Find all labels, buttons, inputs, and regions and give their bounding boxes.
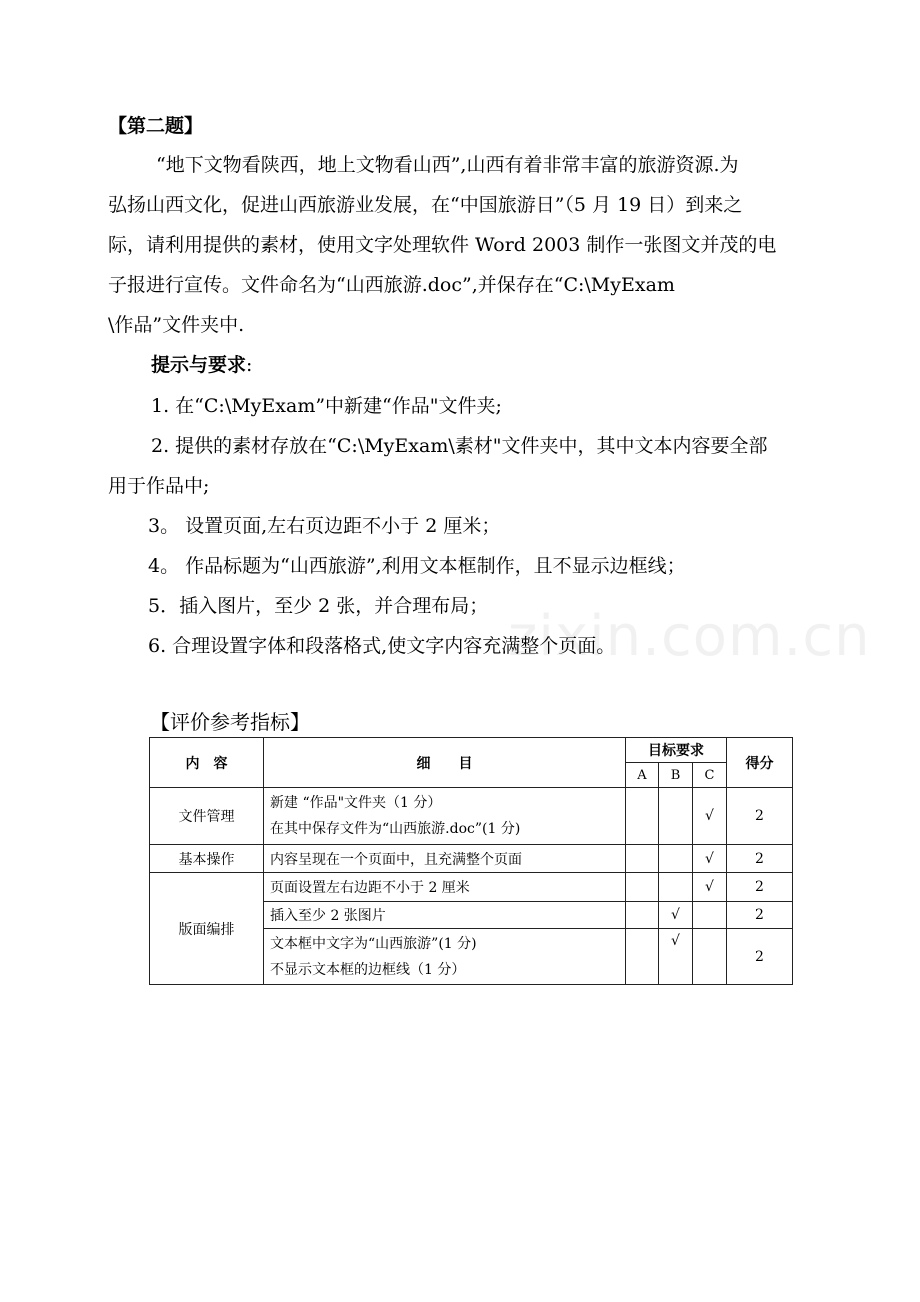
table-row	[150, 873, 793, 902]
row-detail-line: 插入至少 2 张图片	[270, 908, 386, 924]
header-score: 得分	[727, 738, 793, 788]
table-row	[150, 845, 793, 873]
row-grade-a	[626, 788, 659, 845]
watermark: zixin.com.cn	[508, 604, 871, 669]
evaluation-table	[149, 737, 793, 985]
requirement-item: 4。 作品标题为“山西旅游”,利用文本框制作，且不显示边框线；	[148, 555, 686, 577]
eval-title: 【评价参考指标】	[150, 710, 310, 734]
row-grade-a	[626, 929, 659, 985]
requirements-colon: :	[246, 354, 253, 376]
row-detail	[264, 788, 626, 845]
requirement-item: 5．插入图片，至少 2 张，并合理布局；	[148, 595, 489, 617]
requirement-item: 6. 合理设置字体和段落格式,使文字内容充满整个页面。	[148, 635, 616, 657]
row-detail-line: 新建 “作品"文件夹（1 分）	[270, 795, 442, 811]
row-grade-c: √	[693, 788, 727, 845]
requirement-item: 用于作品中;	[108, 475, 210, 497]
header-grade-b: B	[659, 763, 693, 788]
row-detail	[264, 845, 626, 873]
row-grade-b: √	[659, 929, 693, 985]
header-grade-a: A	[626, 763, 659, 788]
row-grade-a	[626, 845, 659, 873]
requirement-item: 2. 提供的素材存放在“C:\MyExam\素材"文件夹中，其中文本内容要全部	[151, 435, 768, 457]
row-grade-b	[659, 873, 693, 902]
row-detail-line: 页面设置左右边距不小于 2 厘米	[270, 880, 470, 896]
task-paragraph-line: 际，请利用提供的素材，使用文字处理软件 Word 2003 制作一张图文并茂的电	[108, 234, 777, 256]
row-grade-c: √	[693, 873, 727, 902]
task-paragraph-line: 子报进行宣传。文件命名为“山西旅游.doc”,并保存在“C:\MyExam	[108, 274, 675, 296]
row-score: 2	[727, 845, 793, 873]
row-grade-b	[659, 845, 693, 873]
header-content: 内 容	[150, 738, 264, 788]
row-grade-c	[693, 929, 727, 985]
row-score: 2	[727, 873, 793, 902]
row-detail-line: 内容呈现在一个页面中，且充满整个页面	[270, 851, 522, 868]
header-grade-c: C	[693, 763, 727, 788]
row-score: 2	[727, 902, 793, 929]
row-score: 2	[727, 929, 793, 985]
task-paragraph-line: \作品”文件夹中.	[108, 314, 245, 336]
row-grade-b: √	[659, 902, 693, 929]
row-category: 基本操作	[150, 845, 264, 873]
requirements-title: 提示与要求	[151, 354, 247, 376]
row-detail-line: 在其中保存文件为“山西旅游.doc”(1 分)	[270, 821, 521, 837]
requirements-heading	[151, 353, 252, 377]
row-detail	[264, 873, 626, 902]
row-score: 2	[727, 788, 793, 845]
row-grade-a	[626, 873, 659, 902]
row-detail	[264, 929, 626, 985]
row-category: 版面编排	[150, 873, 264, 985]
row-detail-line: 不显示文本框的边框线（1 分）	[270, 961, 466, 978]
row-detail-line: 文本框中文字为“山西旅游”(1 分)	[270, 935, 477, 952]
task-paragraph-line: 弘扬山西文化，促进山西旅游业发展，在“中国旅游日”（5 月 19 日）到来之	[108, 194, 743, 216]
row-grade-c: √	[693, 845, 727, 873]
requirement-item: 3。 设置页面,左右页边距不小于 2 厘米；	[148, 515, 501, 537]
row-detail	[264, 902, 626, 929]
task-heading: 【第二题】	[108, 115, 204, 137]
row-grade-c	[693, 902, 727, 929]
row-grade-b	[659, 788, 693, 845]
header-target: 目标要求	[626, 738, 727, 763]
row-grade-a	[626, 902, 659, 929]
requirement-item: 1. 在“C:\MyExam”中新建“作品"文件夹;	[151, 395, 502, 417]
task-paragraph-line: “地下文物看陕西，地上文物看山西”,山西有着非常丰富的旅游资源.为	[156, 154, 739, 176]
row-category: 文件管理	[150, 788, 264, 845]
table-row	[150, 788, 793, 845]
header-detail: 细 目	[264, 738, 626, 788]
